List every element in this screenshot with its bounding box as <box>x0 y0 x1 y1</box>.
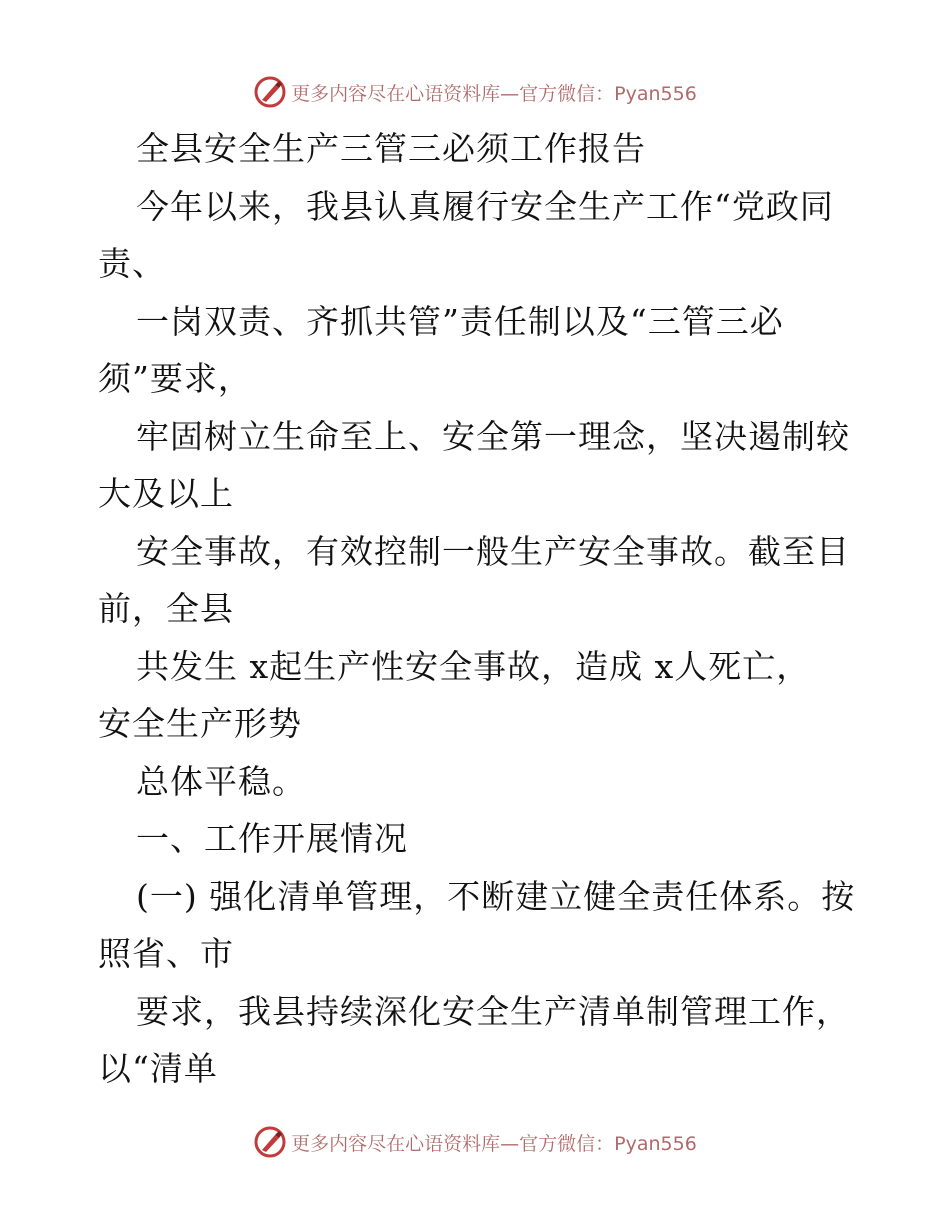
doc-title: 全县安全生产三管三必须工作报告 <box>136 129 646 168</box>
doc-line: 一岗双责、齐抓共管”责任制以及“三管三必 <box>136 301 784 341</box>
doc-line: 今年以来，我县认真履行安全生产工作“党政同 <box>136 186 834 226</box>
doc-line: 安全生产形势 <box>98 704 302 743</box>
pen-logo-icon <box>253 1125 287 1159</box>
doc-line: 牢固树立生命至上、安全第一理念，坚决遏制较 <box>136 416 850 456</box>
doc-line: 大及以上 <box>98 474 234 513</box>
doc-line: 前，全县 <box>98 589 234 628</box>
header-watermark-text: 更多内容尽在心语资料库—官方微信：Pyan556 <box>291 82 697 105</box>
doc-line: 要求，我县持续深化安全生产清单制管理工作， <box>136 991 850 1031</box>
doc-line: 总体平稳。 <box>136 761 306 801</box>
document-body <box>98 120 858 1098</box>
doc-line: 安全事故，有效控制一般生产安全事故。截至目 <box>136 531 850 571</box>
doc-line: 须”要求， <box>98 359 252 398</box>
doc-line: 以“清单 <box>98 1049 218 1088</box>
pen-logo-icon <box>253 75 287 109</box>
doc-line: 共发生 x起生产性安全事故，造成 x人死亡， <box>136 646 811 686</box>
doc-line: (一) 强化清单管理，不断建立健全责任体系。按 <box>136 876 856 916</box>
doc-line: 责、 <box>98 244 166 283</box>
doc-line: 照省、市 <box>98 934 234 973</box>
header-watermark <box>0 72 950 112</box>
section-heading: 一、工作开展情况 <box>136 819 408 858</box>
footer-watermark-text: 更多内容尽在心语资料库—官方微信：Pyan556 <box>291 1132 697 1155</box>
footer-watermark <box>0 1122 950 1162</box>
